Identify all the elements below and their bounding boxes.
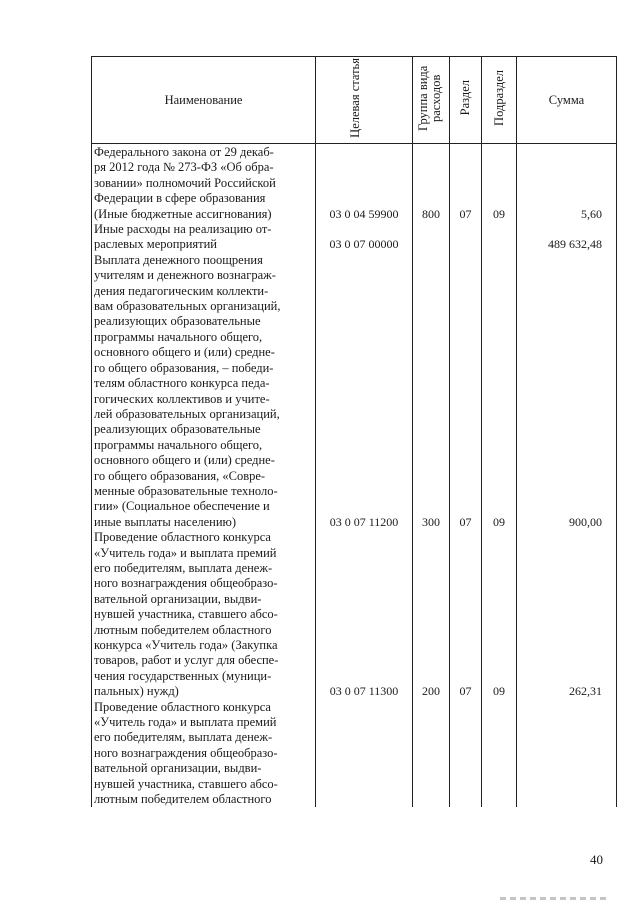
row-name: Иные расходы на реализацию от- раслевых мероприятий [92,222,316,253]
row-target: 03 0 07 11200 [316,253,413,530]
row-subsection: 09 [482,253,517,530]
row-name: Проведение областного конкурса «Учитель года» и выплата премий его победителям, выплата денеж- ного вознаграждения общеобразо- вательной организации, выдви- нувшей участника, ставшего абсо- лютным победителем областного [92,700,316,808]
table-row [92,253,617,530]
header-subsection-label: Подраздел [491,70,506,126]
header-target-label: Целевая статья [348,58,362,138]
row-sum: 262,31 [517,530,617,699]
row-section: 07 [450,530,482,699]
row-group: 300 [413,253,450,530]
table-row [92,530,617,699]
header-section [450,57,482,144]
budget-table [91,56,617,807]
row-section [450,700,482,808]
header-section-label: Раздел [458,80,472,116]
scan-artifact [500,897,610,900]
row-target [316,700,413,808]
row-name: Федерального закона от 29 декаб- ря 2012 года № 273-ФЗ «Об обра- зовании» полномочий Российской Федерации в сфере образования (Иные бюджетные ассигнования) [92,144,316,223]
row-name: Проведение областного конкурса «Учитель года» и выплата премий его победителям, выплата денеж- ного вознаграждения общеобразо- вательной организации, выдви- нувшей участника, ставшего абсо- лютным победителем областного конкурса «Учитель года» (Закупка товаров, работ и услуг для обеспе- чения государственных (муници- пальных) нужд) [92,530,316,699]
row-name: Выплата денежного поощрения учителям и денежного вознаграж- дения педагогическим коллекти- вам образовательных организаций, реализующих образовательные программы начального общего, основного общего и (или) средне- го общего образования, – победи- телям областного конкурса педа- гогических коллективов и учите- лей образовательных организаций, реализующих образовательные программы начального общего, основного общего и (или) средне- го общего образования, «Совре- менные образовательные техноло- гии» (Социальное обеспечение и иные выплаты населению) [92,253,316,530]
row-section: 07 [450,144,482,223]
row-subsection [482,222,517,253]
table-row [92,700,617,808]
row-target: 03 0 04 59900 [316,144,413,223]
row-sum: 5,60 [517,144,617,223]
row-group [413,700,450,808]
row-subsection [482,700,517,808]
header-name: Наименование [92,57,316,144]
row-target: 03 0 07 11300 [316,530,413,699]
header-group-label: Группа вида расходов [416,65,443,131]
row-subsection: 09 [482,530,517,699]
row-group: 800 [413,144,450,223]
header-sum: Сумма [517,57,617,144]
header-group [413,57,450,144]
row-sum [517,700,617,808]
table-header-row [92,57,617,144]
table-row [92,222,617,253]
row-sum: 489 632,48 [517,222,617,253]
row-target: 03 0 07 00000 [316,222,413,253]
header-target [316,57,413,144]
header-subsection [482,57,517,144]
row-section: 07 [450,253,482,530]
page-number: 40 [590,852,603,867]
table-row [92,144,617,223]
row-group [413,222,450,253]
row-subsection: 09 [482,144,517,223]
row-sum: 900,00 [517,253,617,530]
row-group: 200 [413,530,450,699]
row-section [450,222,482,253]
